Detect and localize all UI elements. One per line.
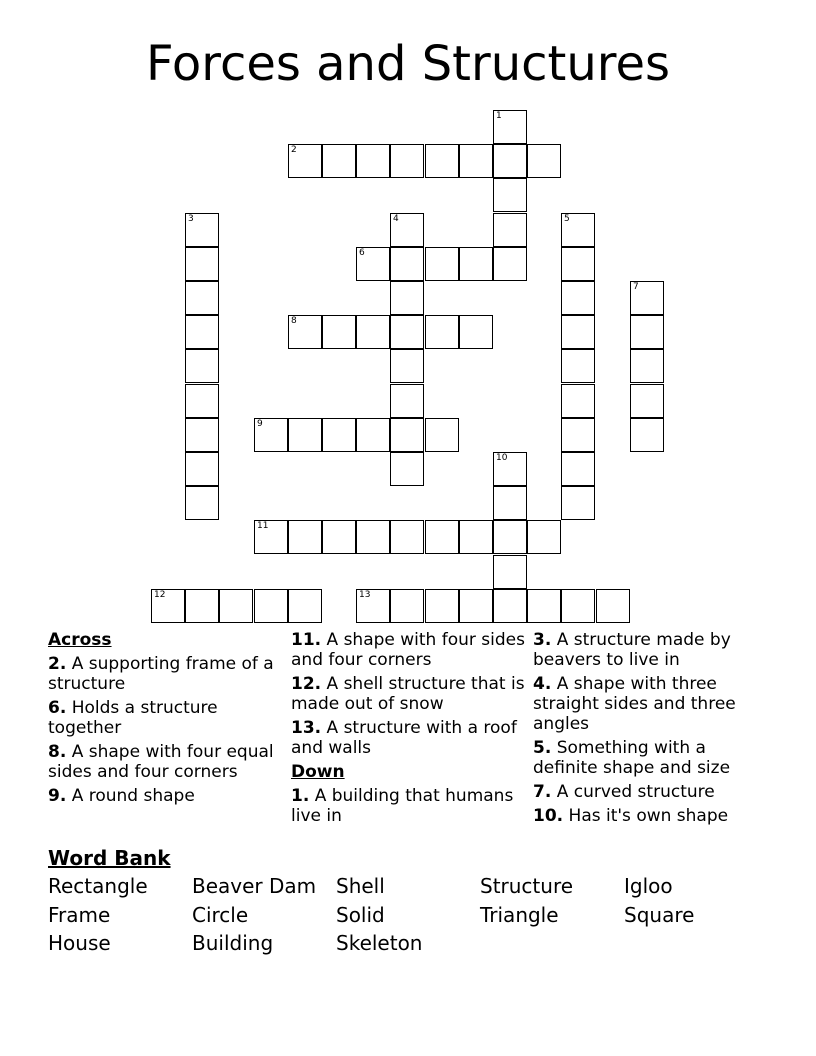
grid-cell[interactable] [390, 281, 424, 315]
clue-text: A shape with four equal sides and four corners [48, 742, 274, 782]
clue-number: 9. [48, 786, 67, 806]
grid-cell[interactable] [185, 384, 219, 418]
clue-number-label: 6 [359, 248, 365, 258]
clue-number: 13. [291, 718, 322, 738]
clue-text: A structure with a roof and walls [291, 718, 517, 758]
grid-cell[interactable] [322, 315, 356, 349]
clue-number-label: 10 [496, 453, 508, 463]
grid-cell[interactable] [288, 418, 322, 452]
grid-cell[interactable] [561, 418, 595, 452]
clue-number-label: 2 [291, 145, 297, 155]
grid-cell[interactable] [390, 452, 424, 486]
clue-number-label: 5 [564, 214, 570, 224]
grid-cell[interactable] [493, 589, 527, 623]
clue-across-6 [48, 698, 278, 738]
clue-number: 2. [48, 654, 67, 674]
grid-cell[interactable] [459, 315, 493, 349]
grid-cell[interactable] [288, 315, 322, 349]
word-bank-item: Circle [192, 902, 249, 927]
clue-number-label: 8 [291, 316, 297, 326]
grid-cell[interactable] [185, 418, 219, 452]
clue-text: A supporting frame of a structure [48, 654, 274, 694]
grid-cell[interactable] [390, 520, 424, 554]
clue-across-9 [48, 786, 278, 806]
grid-cell[interactable] [322, 144, 356, 178]
grid-cell[interactable] [596, 589, 630, 623]
grid-cell[interactable] [493, 486, 527, 520]
clue-across-11 [291, 630, 526, 670]
grid-cell[interactable] [185, 349, 219, 383]
word-bank-item: Igloo [624, 874, 673, 898]
clue-text: A shape with four sides and four corners [291, 630, 525, 670]
clue-text: A building that humans live in [291, 786, 514, 826]
clue-text: Has it's own shape [568, 806, 729, 826]
clue-text: Something with a definite shape and size [533, 738, 731, 778]
clue-number: 7. [533, 782, 552, 802]
grid-cell[interactable] [356, 144, 390, 178]
clue-across-13 [291, 718, 526, 758]
grid-cell[interactable] [493, 520, 527, 554]
clues-column-1 [48, 630, 278, 810]
grid-cell[interactable] [425, 520, 459, 554]
page-title: Forces and Structures [146, 36, 670, 92]
grid-cell[interactable] [390, 349, 424, 383]
grid-cell[interactable] [254, 520, 288, 554]
clue-number-label: 1 [496, 111, 502, 121]
grid-cell[interactable] [459, 144, 493, 178]
clue-number-label: 13 [359, 590, 371, 600]
word-bank-item: Structure [480, 874, 574, 898]
clue-number: 1. [291, 786, 310, 806]
word-bank-item: Shell [336, 874, 385, 898]
grid-cell[interactable] [561, 384, 595, 418]
grid-cell[interactable] [561, 247, 595, 281]
grid-cell[interactable] [561, 281, 595, 315]
grid-cell[interactable] [288, 144, 322, 178]
clue-number: 3. [533, 630, 552, 650]
grid-cell[interactable] [630, 418, 664, 452]
grid-cell[interactable] [493, 110, 527, 144]
grid-cell[interactable] [390, 384, 424, 418]
down-heading: Down [291, 762, 345, 782]
grid-cell[interactable] [219, 589, 253, 623]
clue-across-12 [291, 674, 526, 714]
grid-cell[interactable] [185, 281, 219, 315]
grid-cell[interactable] [630, 281, 664, 315]
grid-cell[interactable] [254, 589, 288, 623]
grid-cell[interactable] [630, 349, 664, 383]
clue-down-7 [533, 782, 773, 802]
grid-cell[interactable] [356, 418, 390, 452]
grid-cell[interactable] [425, 247, 459, 281]
clue-number: 6. [48, 698, 67, 718]
grid-cell[interactable] [185, 486, 219, 520]
clue-text: A curved structure [556, 782, 715, 802]
grid-cell[interactable] [493, 144, 527, 178]
word-bank-item: Skeleton [336, 931, 423, 955]
grid-cell[interactable] [288, 589, 322, 623]
grid-cell[interactable] [356, 315, 390, 349]
word-bank-item: Solid [336, 902, 385, 927]
word-bank-item: Rectangle [48, 874, 148, 898]
clue-text: A structure made by beavers to live in [533, 630, 731, 670]
grid-cell[interactable] [185, 589, 219, 623]
clue-number: 8. [48, 742, 67, 762]
clue-down-4 [533, 674, 773, 734]
grid-cell[interactable] [356, 247, 390, 281]
clues-column-2 [291, 630, 526, 830]
grid-cell[interactable] [356, 520, 390, 554]
clue-number: 11. [291, 630, 322, 650]
grid-cell[interactable] [425, 315, 459, 349]
clue-number: 4. [533, 674, 552, 694]
word-bank-item: Triangle [480, 902, 559, 927]
clue-across-2 [48, 654, 278, 694]
across-heading: Across [48, 630, 112, 650]
clue-text: A shell structure that is made out of snow [291, 674, 525, 714]
grid-cell[interactable] [561, 315, 595, 349]
word-bank-heading: Word Bank [48, 846, 171, 870]
grid-cell[interactable] [630, 384, 664, 418]
grid-cell[interactable] [493, 247, 527, 281]
grid-cell[interactable] [356, 589, 390, 623]
clue-text: Holds a structure together [48, 698, 218, 738]
grid-cell[interactable] [390, 144, 424, 178]
clue-across-8 [48, 742, 278, 782]
grid-cell[interactable] [425, 418, 459, 452]
clue-number-label: 3 [188, 214, 194, 224]
grid-cell[interactable] [390, 247, 424, 281]
grid-cell[interactable] [288, 520, 322, 554]
grid-cell[interactable] [561, 486, 595, 520]
grid-cell[interactable] [459, 247, 493, 281]
clue-number-label: 12 [154, 590, 166, 600]
grid-cell[interactable] [561, 589, 595, 623]
clue-number-label: 4 [393, 214, 399, 224]
grid-cell[interactable] [561, 349, 595, 383]
grid-cell[interactable] [630, 315, 664, 349]
grid-cell[interactable] [390, 315, 424, 349]
clue-number: 5. [533, 738, 552, 758]
grid-cell[interactable] [527, 589, 561, 623]
grid-cell[interactable] [493, 178, 527, 212]
clue-number-label: 7 [633, 282, 639, 292]
grid-cell[interactable] [322, 520, 356, 554]
clue-number-label: 9 [257, 419, 263, 429]
word-bank-item: Beaver Dam [192, 874, 317, 898]
clue-down-1 [291, 786, 526, 826]
clue-text: A round shape [71, 786, 195, 806]
grid-cell[interactable] [185, 452, 219, 486]
word-bank-item: Square [624, 902, 695, 927]
word-bank-item: Frame [48, 902, 111, 927]
grid-cell[interactable] [425, 589, 459, 623]
clue-down-3 [533, 630, 773, 670]
grid-cell[interactable] [527, 520, 561, 554]
clue-number-label: 11 [257, 521, 269, 531]
grid-cell[interactable] [254, 418, 288, 452]
clues-column-3 [533, 630, 773, 830]
grid-cell[interactable] [151, 589, 185, 623]
grid-cell[interactable] [322, 418, 356, 452]
grid-cell[interactable] [425, 144, 459, 178]
grid-cell[interactable] [390, 213, 424, 247]
clue-down-5 [533, 738, 773, 778]
grid-cell[interactable] [390, 418, 424, 452]
grid-cell[interactable] [561, 213, 595, 247]
clue-down-10 [533, 806, 773, 826]
clue-text: A shape with three straight sides and three angles [533, 674, 736, 734]
grid-cell[interactable] [185, 247, 219, 281]
word-bank-item: House [48, 931, 111, 955]
grid-cell[interactable] [561, 452, 595, 486]
grid-cell[interactable] [459, 520, 493, 554]
clue-number: 10. [533, 806, 564, 826]
grid-cell[interactable] [493, 213, 527, 247]
grid-cell[interactable] [390, 589, 424, 623]
grid-cell[interactable] [459, 589, 493, 623]
grid-cell[interactable] [493, 555, 527, 589]
word-bank-item: Building [192, 931, 274, 955]
clue-number: 12. [291, 674, 322, 694]
grid-cell[interactable] [493, 452, 527, 486]
grid-cell[interactable] [527, 144, 561, 178]
grid-cell[interactable] [185, 213, 219, 247]
grid-cell[interactable] [185, 315, 219, 349]
